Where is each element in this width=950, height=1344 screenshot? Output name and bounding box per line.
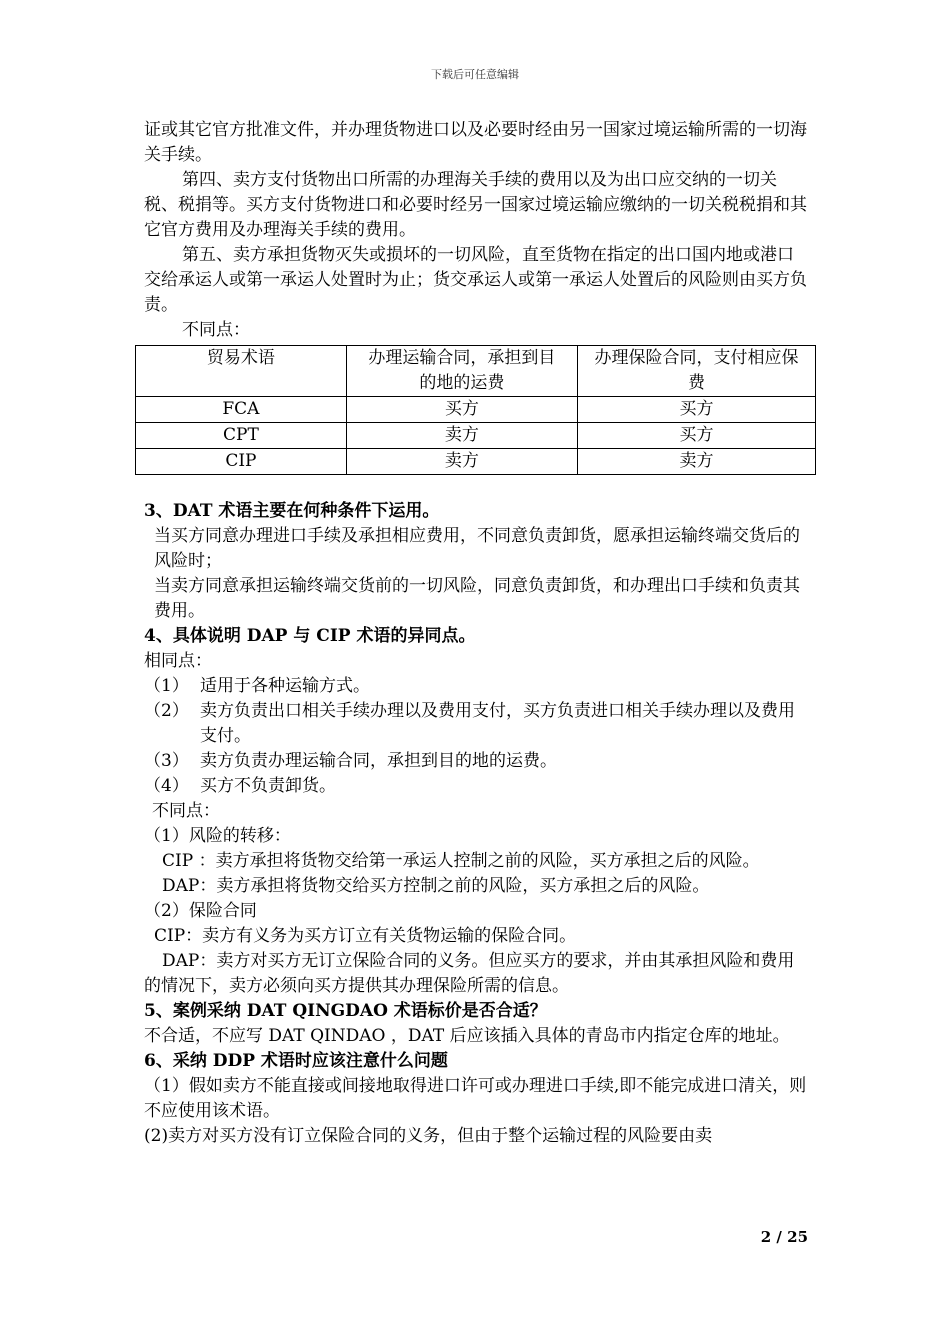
paragraph: 不同点： bbox=[182, 320, 250, 340]
table-header-cell: 办理保险合同，支付相应保费 bbox=[577, 346, 815, 397]
table-cell: CIP bbox=[136, 449, 347, 475]
paragraph: 第四、卖方支付货物出口所需的办理海关手续的费用以及为出口应交纳的一切关税、税捐等。买方支付货物进口和必要时经另一国家过境运输应缴纳的一切关税税捐和其它官方费用及办理海关手续的费用。 bbox=[144, 170, 807, 240]
paragraph: 相同点： bbox=[144, 651, 212, 671]
section-heading: 5、案例采纳 DAT QINGDAO 术语标价是否合适？ bbox=[144, 1001, 547, 1021]
paragraph: (2)卖方对买方没有订立保险合同的义务，但由于整个运输过程的风险要由卖 bbox=[144, 1126, 713, 1146]
table-header-row bbox=[136, 346, 816, 397]
list-number: （2） bbox=[144, 701, 189, 721]
list-text: 买方不负责卸货。 bbox=[200, 776, 336, 796]
paragraph: 不同点： bbox=[152, 801, 220, 821]
paragraph: （1）风险的转移： bbox=[144, 826, 291, 846]
paragraph: DAP：卖方对买方无订立保险合同的义务。但应买方的要求，并由其承担风险和费用的情况下，卖方必须向买方提供其办理保险所需的信息。 bbox=[144, 951, 795, 996]
list-item bbox=[144, 674, 808, 699]
list-item bbox=[144, 699, 808, 749]
table-row bbox=[136, 449, 816, 475]
paragraph: DAP：卖方承担将货物交给买方控制之前的风险，买方承担之后的风险。 bbox=[162, 876, 710, 896]
paragraph: CIP：卖方有义务为买方订立有关货物运输的保险合同。 bbox=[154, 926, 577, 946]
table-cell: 买方 bbox=[577, 397, 815, 423]
paragraph: 当卖方同意承担运输终端交货前的一切风险，同意负责卸货，和办理出口手续和负责其费用。 bbox=[154, 576, 800, 621]
table-row bbox=[136, 397, 816, 423]
list-text: 卖方负责出口相关手续办理以及费用支付，买方负责进口相关手续办理以及费用支付。 bbox=[200, 701, 795, 746]
section-heading: 6、采纳 DDP 术语时应该注意什么问题 bbox=[144, 1051, 448, 1071]
comparison-table bbox=[135, 345, 816, 475]
table-header-cell: 贸易术语 bbox=[136, 346, 347, 397]
list-number: （1） bbox=[144, 676, 189, 696]
table-cell: 买方 bbox=[346, 397, 577, 423]
page-number: 2 / 25 bbox=[760, 1228, 808, 1246]
list-item bbox=[144, 774, 808, 799]
list-item bbox=[144, 749, 808, 774]
list-text: 卖方负责办理运输合同，承担到目的地的运费。 bbox=[200, 751, 557, 771]
table-cell: 卖方 bbox=[346, 423, 577, 449]
paragraph: （1）假如卖方不能直接或间接地取得进口许可或办理进口手续,即不能完成进口清关，则不应使用该术语。 bbox=[144, 1076, 807, 1121]
table-cell: 卖方 bbox=[577, 449, 815, 475]
list-text: 适用于各种运输方式。 bbox=[200, 676, 370, 696]
table-cell: 卖方 bbox=[346, 449, 577, 475]
paragraph: 当买方同意办理进口手续及承担相应费用，不同意负责卸货，愿承担运输终端交货后的风险时； bbox=[154, 526, 800, 571]
table-header-cell: 办理运输合同，承担到目的地的运费 bbox=[346, 346, 577, 397]
table-row bbox=[136, 423, 816, 449]
table-cell: CPT bbox=[136, 423, 347, 449]
section-heading: 4、具体说明 DAP 与 CIP 术语的异同点。 bbox=[144, 626, 476, 646]
paragraph: CIP ：卖方承担将货物交给第一承运人控制之前的风险，买方承担之后的风险。 bbox=[162, 851, 760, 871]
paragraph: 不合适，不应写 DAT QINDAO ，DAT 后应该插入具体的青岛市内指定仓库的地址。 bbox=[144, 1026, 790, 1046]
paragraph: 第五、卖方承担货物灭失或损坏的一切风险，直至货物在指定的出口国内地或港口交给承运人或第一承运人处置时为止；货交承运人或第一承运人处置后的风险则由买方负责。 bbox=[144, 245, 807, 315]
paragraph: 证或其它官方批准文件，并办理货物进口以及必要时经由另一国家过境运输所需的一切海关手续。 bbox=[144, 120, 807, 165]
list-number: （3） bbox=[144, 751, 189, 771]
table-cell: FCA bbox=[136, 397, 347, 423]
list-number: （4） bbox=[144, 776, 189, 796]
table-cell: 买方 bbox=[577, 423, 815, 449]
document-body bbox=[144, 118, 808, 1149]
section-heading: 3、DAT 术语主要在何种条件下运用。 bbox=[144, 501, 440, 521]
paragraph: （2）保险合同 bbox=[144, 901, 257, 921]
page-header: 下载后可任意编辑 bbox=[431, 68, 519, 81]
